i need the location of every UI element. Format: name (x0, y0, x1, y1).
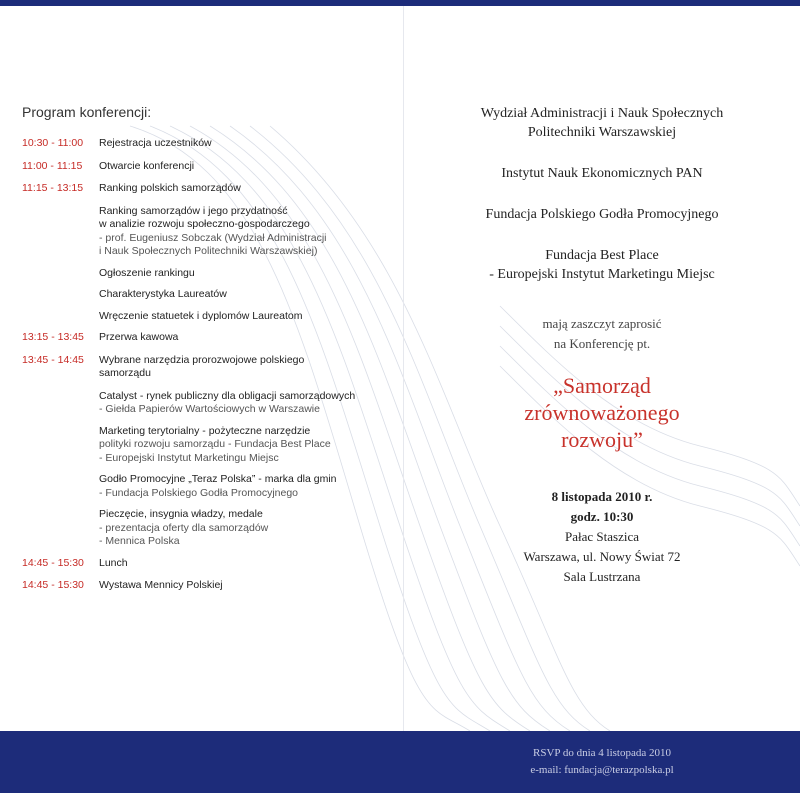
program-row (22, 288, 402, 302)
program-text: Wystawa Mennicy Polskiej (99, 579, 223, 591)
program-line: - Fundacja Polskiego Godła Promocyjnego (99, 486, 299, 499)
program-text-block (99, 473, 402, 500)
program-line: polityki rozwoju samorządu - Fundacja Best Place (99, 438, 331, 450)
invitation-text (404, 314, 800, 354)
program-text: Lunch (99, 556, 128, 569)
event-time: godz. 10:30 (570, 509, 634, 524)
program-line: - Europejski Instytut Marketingu Miejsc (99, 451, 279, 464)
event-venue: Pałac Staszica (565, 529, 639, 544)
organizer-line: - Europejski Instytut Marketingu Miejsc (489, 267, 715, 282)
program-row (22, 508, 402, 549)
program-row (22, 579, 402, 593)
event-date: 8 listopada 2010 r. (551, 489, 653, 504)
event-details (404, 487, 800, 587)
organizer (404, 104, 800, 142)
program-row (22, 390, 402, 417)
program-line: Catalyst - rynek publiczny dla obligacji samorządowych (99, 389, 356, 402)
program-row (22, 331, 402, 345)
event-address: Warszawa, ul. Nowy Świat 72 (523, 549, 681, 564)
program-time: 14:45 - 15:30 (22, 579, 84, 591)
organizer (404, 164, 800, 183)
conference-title-line: zrównoważonego (524, 400, 680, 425)
invite-line: na Konferencję pt. (553, 336, 651, 351)
program-line: - prof. Eugeniusz Sobczak (Wydział Administracji (99, 231, 327, 244)
program-time: 13:15 - 13:45 (22, 331, 84, 343)
program-text: Ranking polskich samorządów (99, 182, 241, 194)
rsvp-email: e-mail: fundacja@terazpolska.pl (530, 764, 674, 776)
program-row (22, 267, 402, 281)
program-line: i Nauk Społecznych Politechniki Warszawskiej) (99, 245, 318, 257)
program-time: 13:45 - 14:45 (22, 353, 84, 366)
rsvp-info (404, 745, 800, 779)
program-time: 10:30 - 11:00 (22, 137, 84, 149)
organizer-line: Wydział Administracji i Nauk Społecznych (480, 106, 724, 121)
program-line: Marketing terytorialny - pożyteczne narzędzie (99, 424, 311, 437)
program-row (22, 557, 402, 571)
organizer-line: Instytut Nauk Ekonomicznych PAN (501, 166, 703, 181)
program-panel (22, 104, 402, 602)
program-line: Pieczęcie, insygnia władzy, medale (99, 508, 263, 520)
program-row (22, 182, 402, 196)
program-title: Program konferencji: (22, 104, 152, 120)
program-text: Ogłoszenie rankingu (99, 266, 195, 279)
organizer-line: Fundacja Polskiego Godła Promocyjnego (485, 207, 719, 222)
conference-title-line: rozwoju” (561, 427, 643, 452)
program-text-block (99, 205, 402, 259)
program-line: w analizie rozwoju społeczno-gospodarczego (99, 218, 310, 230)
program-row (22, 137, 402, 151)
conference-title-line: „Samorząd (553, 373, 651, 398)
program-row (22, 473, 402, 500)
program-row (22, 310, 402, 324)
program-line: - prezentacja oferty dla samorządów (99, 521, 269, 534)
program-line: Wybrane narzędzia prorozwojowe polskiego (99, 353, 305, 366)
program-line: - Giełda Papierów Wartościowych w Warszawie (99, 403, 320, 415)
program-row (22, 354, 402, 381)
program-text: Rejestracja uczestników (99, 137, 212, 149)
program-text-block (99, 390, 402, 417)
organizer (404, 205, 800, 224)
program-time: 11:00 - 11:15 (22, 159, 83, 172)
organizer-line: Politechniki Warszawskiej (527, 125, 677, 140)
program-line: Ranking samorządów i jego przydatność (99, 204, 288, 217)
program-time: 11:15 - 13:15 (22, 182, 84, 194)
program-text: Charakterystyka Laureatów (99, 288, 227, 300)
program-line: samorządu (99, 367, 151, 379)
organizer (404, 246, 800, 284)
organizer-line: Fundacja Best Place (545, 248, 659, 263)
program-row (22, 160, 402, 174)
program-text: Otwarcie konferencji (99, 159, 195, 172)
program-time: 14:45 - 15:30 (22, 556, 84, 569)
program-line: - Mennica Polska (99, 535, 180, 547)
program-text-block (99, 425, 402, 466)
program-text-block (99, 508, 402, 549)
program-line: Godło Promocyjne „Teraz Polska” - marka dla gmin (99, 473, 337, 485)
program-text: Przerwa kawowa (99, 331, 179, 343)
invitation-panel (404, 104, 800, 587)
conference-title (404, 372, 800, 453)
program-text: Wręczenie statuetek i dyplomów Laureatom (99, 309, 303, 322)
invite-line: mają zaszczyt zaprosić (542, 316, 662, 331)
event-room: Sala Lustrzana (563, 569, 641, 584)
program-text-block (99, 354, 402, 381)
program-row (22, 425, 402, 466)
program-row (22, 205, 402, 259)
rsvp-deadline: RSVP do dnia 4 listopada 2010 (532, 747, 671, 759)
